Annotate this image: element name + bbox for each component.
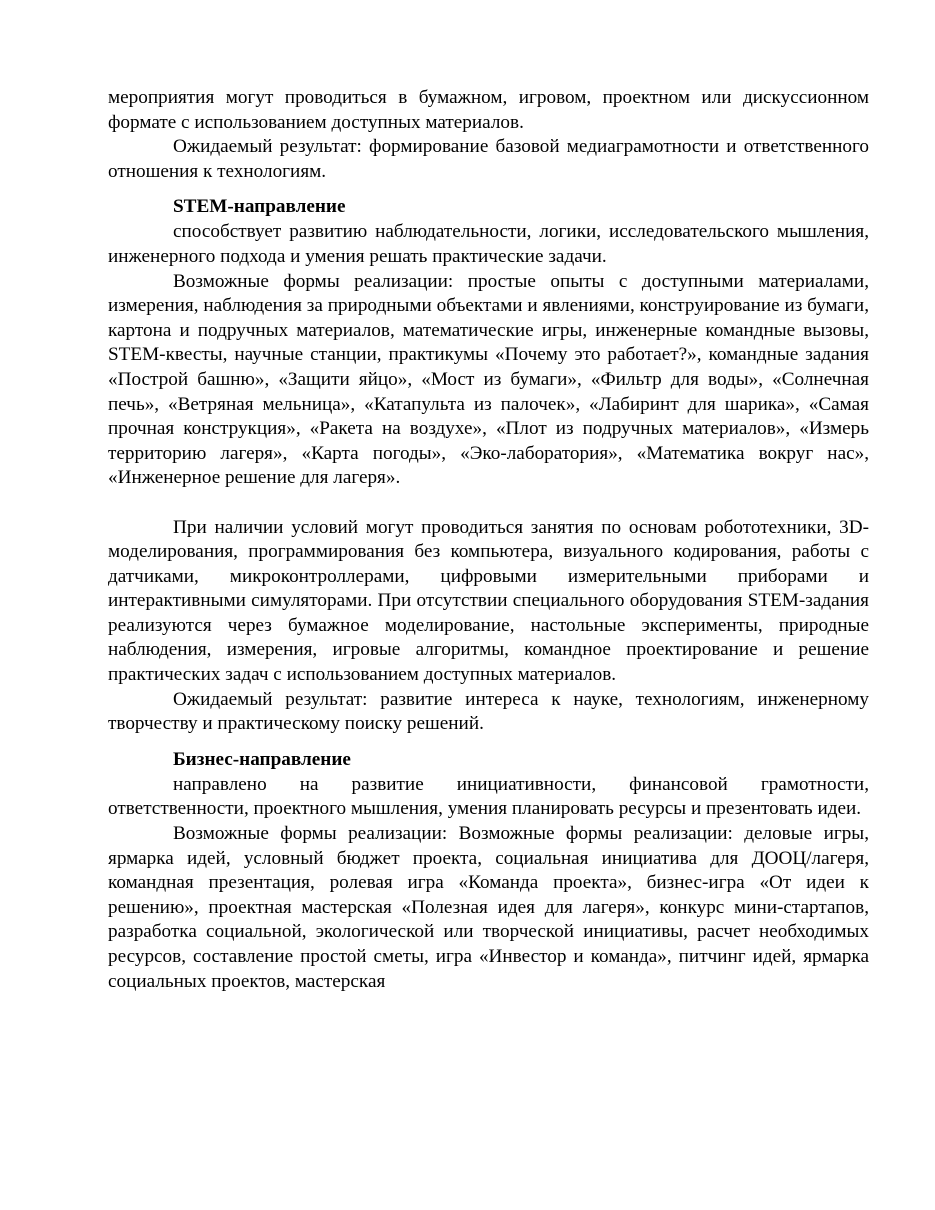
heading-stem: STEM-направление <box>173 196 346 218</box>
paragraph-stem-conditions: При наличии условий могут проводиться занятия по основам робототехники, 3D-моделирования, программирования без компьютера, визуального кодирования, работы с датчиками, микроконтроллерами, цифровыми измерительными приборами и интерактивными симуляторами. При отсутствии специального оборудования STEM-задания реализуются через бумажное моделирование, настольные эксперименты, природные наблюдения, измерения, игровые алгоритмы, командное проектирование и решение практических задач с использованием доступных материалов. <box>108 516 869 686</box>
paragraph-stem-description: способствует развитию наблюдательности, логики, исследовательского мышления, инженерного подхода и умения решать практические задачи. <box>108 221 869 267</box>
document-page <box>108 86 869 994</box>
paragraph-stem-result: Ожидаемый результат: развитие интереса к науке, технологиям, инженерному творчеству и практическому поиску решений. <box>108 688 869 735</box>
heading-business: Бизнес-направление <box>173 748 351 770</box>
paragraph-business-forms: Возможные формы реализации: Возможные формы реализации: деловые игры, ярмарка идей, условный бюджет проекта, социальная инициатива для ДООЦ/лагеря, командная презентация, ролевая игра «Команда проекта», бизнес-игра «От идеи к решению», проектная мастерская «Полезная идея для лагеря», конкурс мини-стартапов, разработка социальной, экологической или творческой инициативы, расчет необходимых ресурсов, составление простой сметы, игра «Инвестор и команда», питчинг идей, ярмарка социальных проектов, мастерская <box>108 823 869 992</box>
paragraph-stem-forms: Возможные формы реализации: простые опыты с доступными материалами, измерения, наблюдения за природными объектами и явлениями, конструирование из бумаги, картона и подручных материалов, математические игры, инженерные командные вызовы, STEM-квесты, научные станции, практикумы «Почему это работает?», командные задания «Построй башню», «Защити яйцо», «Мост из бумаги», «Фильтр для воды», «Солнечная печь», «Ветряная мельница», «Катапульта из палочек», «Лабиринт для шарика», «Самая прочная конструкция», «Ракета на воздухе», «Плот из подручных материалов», «Измерь территорию лагеря», «Карта погоды», «Эко-лаборатория», «Математика вокруг нас», «Инженерное решение для лагеря». <box>108 270 869 489</box>
paragraph-business-description: направлено на развитие инициативности, финансовой грамотности, ответственности, проектного мышления, умения планировать ресурсы и презентовать идеи. <box>108 773 869 820</box>
paragraph-media-result: Ожидаемый результат: формирование базовой медиаграмотности и ответственного отношения к технологиям. <box>108 136 869 182</box>
paragraph-intro-continuation: мероприятия могут проводиться в бумажном, игровом, проектном или дискуссионном формате с использованием доступных материалов. <box>108 87 869 133</box>
